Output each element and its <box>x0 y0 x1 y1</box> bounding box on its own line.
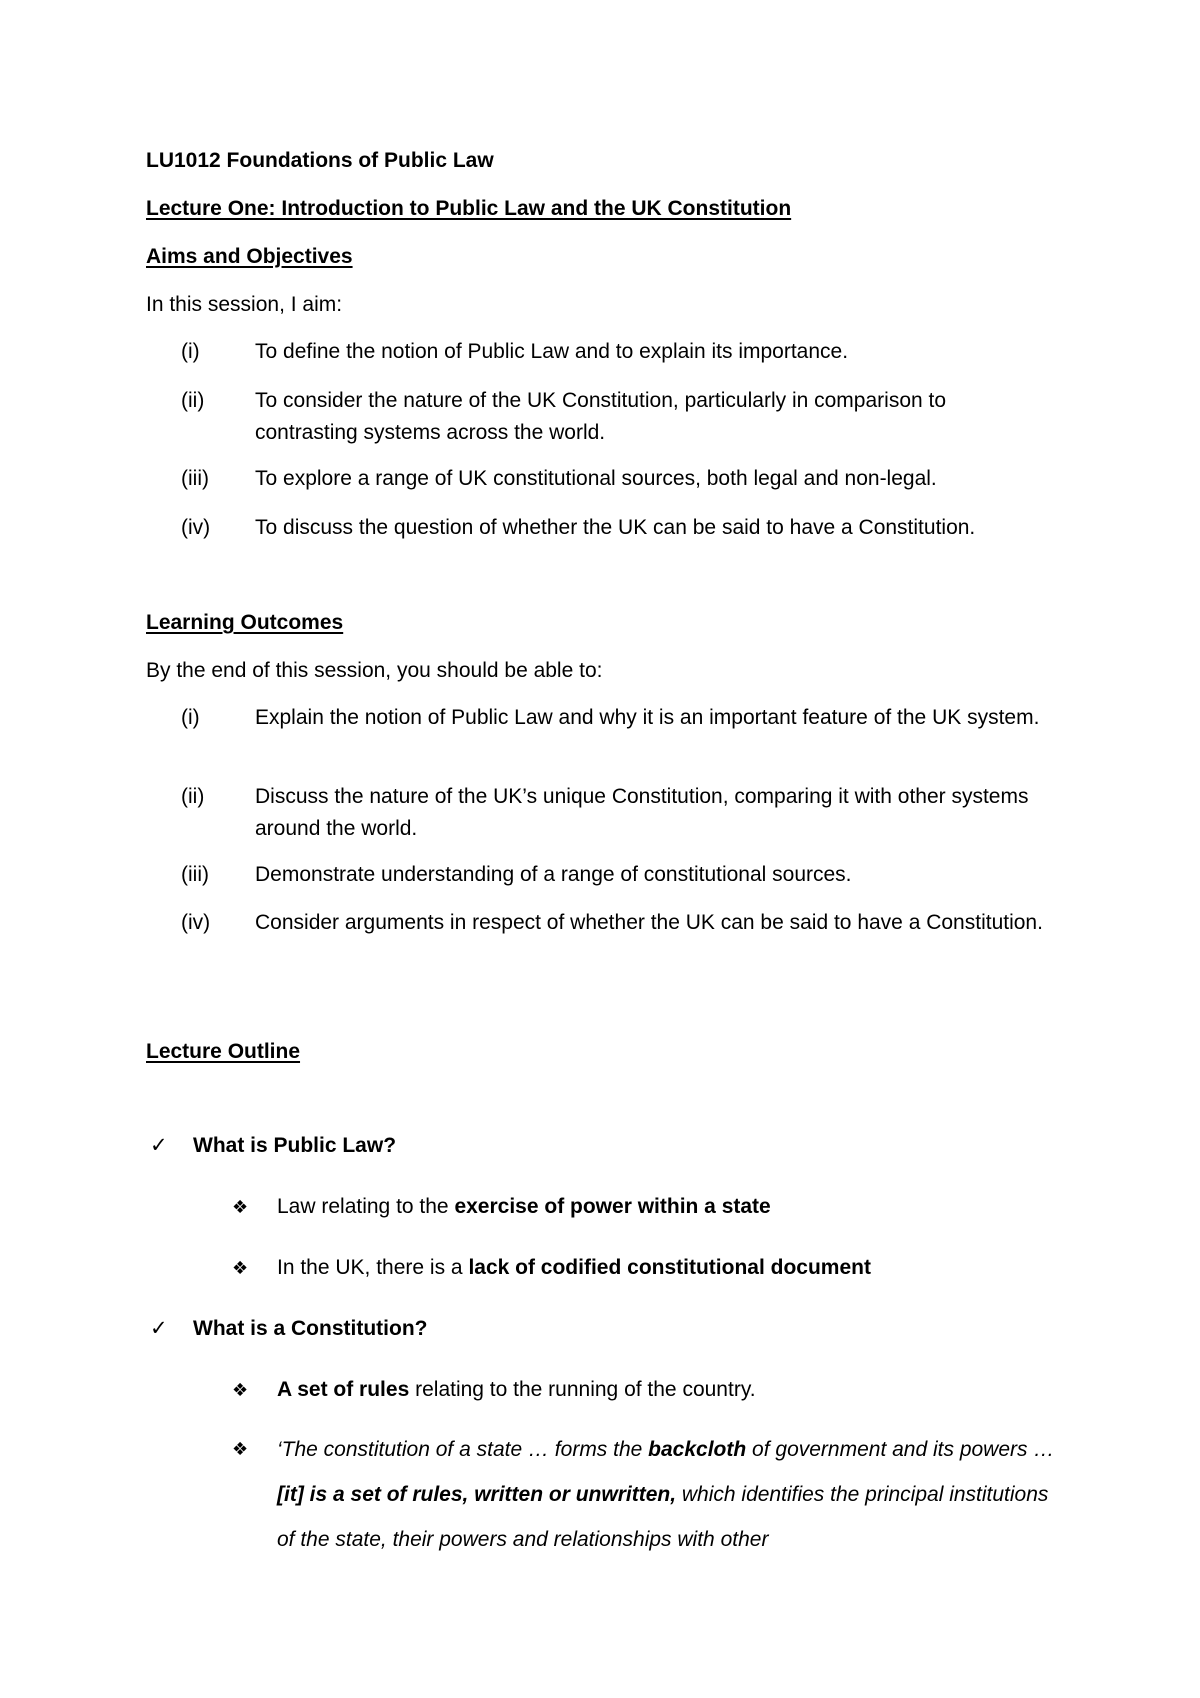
lecture-title: Lecture One: Introduction to Public Law and the UK Constitution <box>146 197 792 220</box>
aims-item-number: (ii) <box>181 389 205 412</box>
outline-bullet <box>277 1377 756 1403</box>
diamond-bullet-icon: ❖ <box>232 1439 249 1459</box>
outline-bullet <box>277 1255 871 1281</box>
aims-item-text: To discuss the question of whether the UK can be said to have a Constitution. <box>255 516 976 539</box>
outcomes-item-text: Explain the notion of Public Law and why it is an important feature of the UK system. <box>255 706 1040 729</box>
bullet-bold-text: A set of rules <box>277 1378 410 1401</box>
course-title: LU1012 Foundations of Public Law <box>146 149 494 172</box>
aims-item-text: To consider the nature of the UK Constitution, particularly in comparison to contrasting systems across the world. <box>255 389 947 444</box>
bullet-plain-text: In the UK, there is a <box>277 1256 469 1279</box>
bullet-plain-text: Law relating to the <box>277 1195 455 1218</box>
outcomes-item-number: (i) <box>181 706 200 729</box>
bullet-plain-text: relating to the running of the country. <box>409 1378 756 1401</box>
aims-item-number: (iii) <box>181 467 209 490</box>
quote-bold-part: [it] is a set of rules, written or unwritten, <box>277 1483 677 1506</box>
outcomes-item-number: (ii) <box>181 785 205 808</box>
aims-intro: In this session, I aim: <box>146 293 343 316</box>
outcomes-item-number: (iv) <box>181 911 211 934</box>
outcomes-heading: Learning Outcomes <box>146 611 344 634</box>
diamond-bullet-icon: ❖ <box>232 1197 249 1217</box>
aims-item-number: (i) <box>181 340 200 363</box>
outcomes-item-number: (iii) <box>181 863 209 886</box>
diamond-bullet-icon: ❖ <box>232 1258 249 1278</box>
aims-heading: Aims and Objectives <box>146 245 353 268</box>
aims-item-number: (iv) <box>181 516 211 539</box>
quote-bold-part: backcloth <box>648 1438 747 1461</box>
quote-part: of government and its powers … <box>746 1438 1055 1461</box>
outcomes-item-text: Discuss the nature of the UK’s unique Constitution, comparing it with other systems around the world. <box>255 785 1029 840</box>
bullet-bold-text: exercise of power within a state <box>454 1195 771 1218</box>
outcomes-item-text: Consider arguments in respect of whether the UK can be said to have a Constitution. <box>255 911 1043 934</box>
outline-heading: Lecture Outline <box>146 1040 301 1063</box>
bullet-bold-text: lack of codified constitutional document <box>468 1256 871 1279</box>
constitution-quote <box>277 1427 1057 1562</box>
aims-item-text: To define the notion of Public Law and to explain its importance. <box>255 340 849 363</box>
outline-question: What is Public Law? <box>193 1134 397 1157</box>
check-icon: ✓ <box>150 1134 168 1157</box>
check-icon: ✓ <box>150 1317 168 1340</box>
outcomes-intro: By the end of this session, you should be able to: <box>146 659 603 682</box>
outcomes-item-text: Demonstrate understanding of a range of constitutional sources. <box>255 863 852 886</box>
quote-part: ‘The constitution of a state … forms the <box>277 1438 649 1461</box>
quote-part: which identifies the principal institutions of the state, their powers and relationships with other <box>277 1483 1049 1551</box>
aims-item-text: To explore a range of UK constitutional sources, both legal and non-legal. <box>255 467 937 490</box>
diamond-bullet-icon: ❖ <box>232 1380 249 1400</box>
outline-bullet <box>277 1194 771 1220</box>
outline-question: What is a Constitution? <box>193 1317 428 1340</box>
